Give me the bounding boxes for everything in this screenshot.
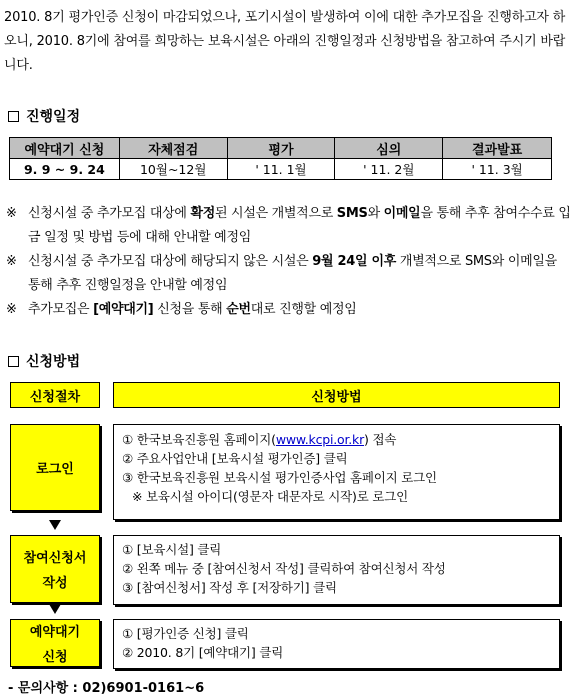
- schedule-title: 진행일정: [26, 109, 81, 125]
- note-text: 신청시설 중 추가모집 대상에 확정된 시설은 개별적으로 SMS와 이메일을 통해 추후 참여수수료 입금 일정 및 방법 등에 대해 안내할 예정임: [28, 206, 571, 245]
- reference-mark-icon: ※: [6, 206, 17, 221]
- step-reserve: [10, 619, 100, 667]
- form-step-1: ① [보육시설] 클릭: [122, 542, 222, 557]
- square-bullet-icon: [8, 111, 19, 122]
- step-reserve-label: 예약대기: [29, 625, 81, 640]
- method-column-header: 신청방법: [113, 382, 560, 408]
- login-step-1: ① 한국보육진흥원 홈페이지(www.kcpi.or.kr) 접속: [122, 432, 397, 447]
- login-steps-box: [113, 424, 560, 520]
- note-item: [6, 202, 572, 250]
- down-arrow-icon: [49, 520, 61, 530]
- form-steps-box: [113, 535, 560, 605]
- schedule-header-cell: 결과발표: [443, 138, 552, 159]
- reference-mark-icon: ※: [6, 254, 17, 269]
- form-step-3: ③ [참여신청서] 작성 후 [저장하기] 클릭: [122, 580, 337, 595]
- contact-info: - 문의사항 : 02)6901-0161~6: [8, 681, 205, 696]
- note-text: 추가모집은 [예약대기] 신청을 통해 순번대로 진행할 예정임: [28, 302, 357, 317]
- schedule-section-title: [8, 106, 80, 126]
- kcpi-homepage-link[interactable]: www.kcpi.or.kr: [275, 432, 365, 447]
- schedule-value-cell: 10월~12월: [119, 159, 227, 180]
- schedule-value-cell: ' 11. 1월: [227, 159, 335, 180]
- login-step-2: ② 주요사업안내 [보육시설 평가인증] 클릭: [122, 451, 348, 466]
- schedule-header-cell: 자체점검: [119, 138, 227, 159]
- schedule-header-row: [10, 138, 552, 159]
- reserve-step-1: ① [평가인증 신청] 클릭: [122, 626, 249, 641]
- square-bullet-icon: [8, 356, 19, 367]
- note-item: [6, 250, 572, 298]
- note-text: 신청시설 중 추가모집 대상에 해당되지 않은 시설은 9월 24일 이후 개별적으로 SMS와 이메일을 통해 추후 진행일정을 안내할 예정임: [28, 254, 557, 293]
- step-login: [10, 424, 100, 511]
- step-reserve-label: 신청: [42, 650, 68, 665]
- reserve-step-2: ② 2010. 8기 [예약대기] 클릭: [122, 645, 284, 660]
- schedule-header-cell: 예약대기 신청: [10, 138, 120, 159]
- schedule-value-cell: ' 11. 3월: [443, 159, 552, 180]
- reference-mark-icon: ※: [6, 302, 17, 317]
- schedule-value-row: [10, 159, 552, 180]
- step-login-label: 로그인: [36, 462, 74, 477]
- schedule-table: [9, 137, 552, 180]
- schedule-header-cell: 평가: [227, 138, 335, 159]
- step-form-label: 참여신청서: [23, 551, 87, 566]
- step-form-label: 작성: [42, 576, 68, 591]
- form-step-2: ② 왼쪽 메뉴 중 [참여신청서 작성] 클릭하여 참여신청서 작성: [122, 561, 446, 576]
- reserve-steps-box: [113, 619, 560, 669]
- step-column-header: 신청절차: [10, 382, 100, 408]
- schedule-value-cell: ' 11. 2월: [335, 159, 443, 180]
- schedule-header-cell: 심의: [335, 138, 443, 159]
- login-step-3: ③ 한국보육진흥원 보육시설 평가인증사업 홈페이지 로그인: [122, 470, 437, 485]
- intro-paragraph: 2010. 8기 평가인증 신청이 마감되었으나, 포기시설이 발생하여 이에 대한 추가모집을 진행하고자 하오니, 2010. 8기에 참여를 희망하는 보육시설은 아래의 진행일정과 신청방법을 참고하여 주시기 바랍니다.: [4, 10, 566, 73]
- method-title: 신청방법: [26, 354, 81, 370]
- notes-list: [6, 202, 572, 322]
- method-section-title: [8, 351, 80, 371]
- down-arrow-icon: [49, 604, 61, 614]
- step-form: [10, 535, 100, 603]
- schedule-value-cell: 9. 9 ~ 9. 24: [10, 159, 120, 180]
- login-step-note: ※ 보육시설 아이디(영문자 대문자로 시작)로 로그인: [132, 489, 408, 504]
- note-item: [6, 298, 572, 322]
